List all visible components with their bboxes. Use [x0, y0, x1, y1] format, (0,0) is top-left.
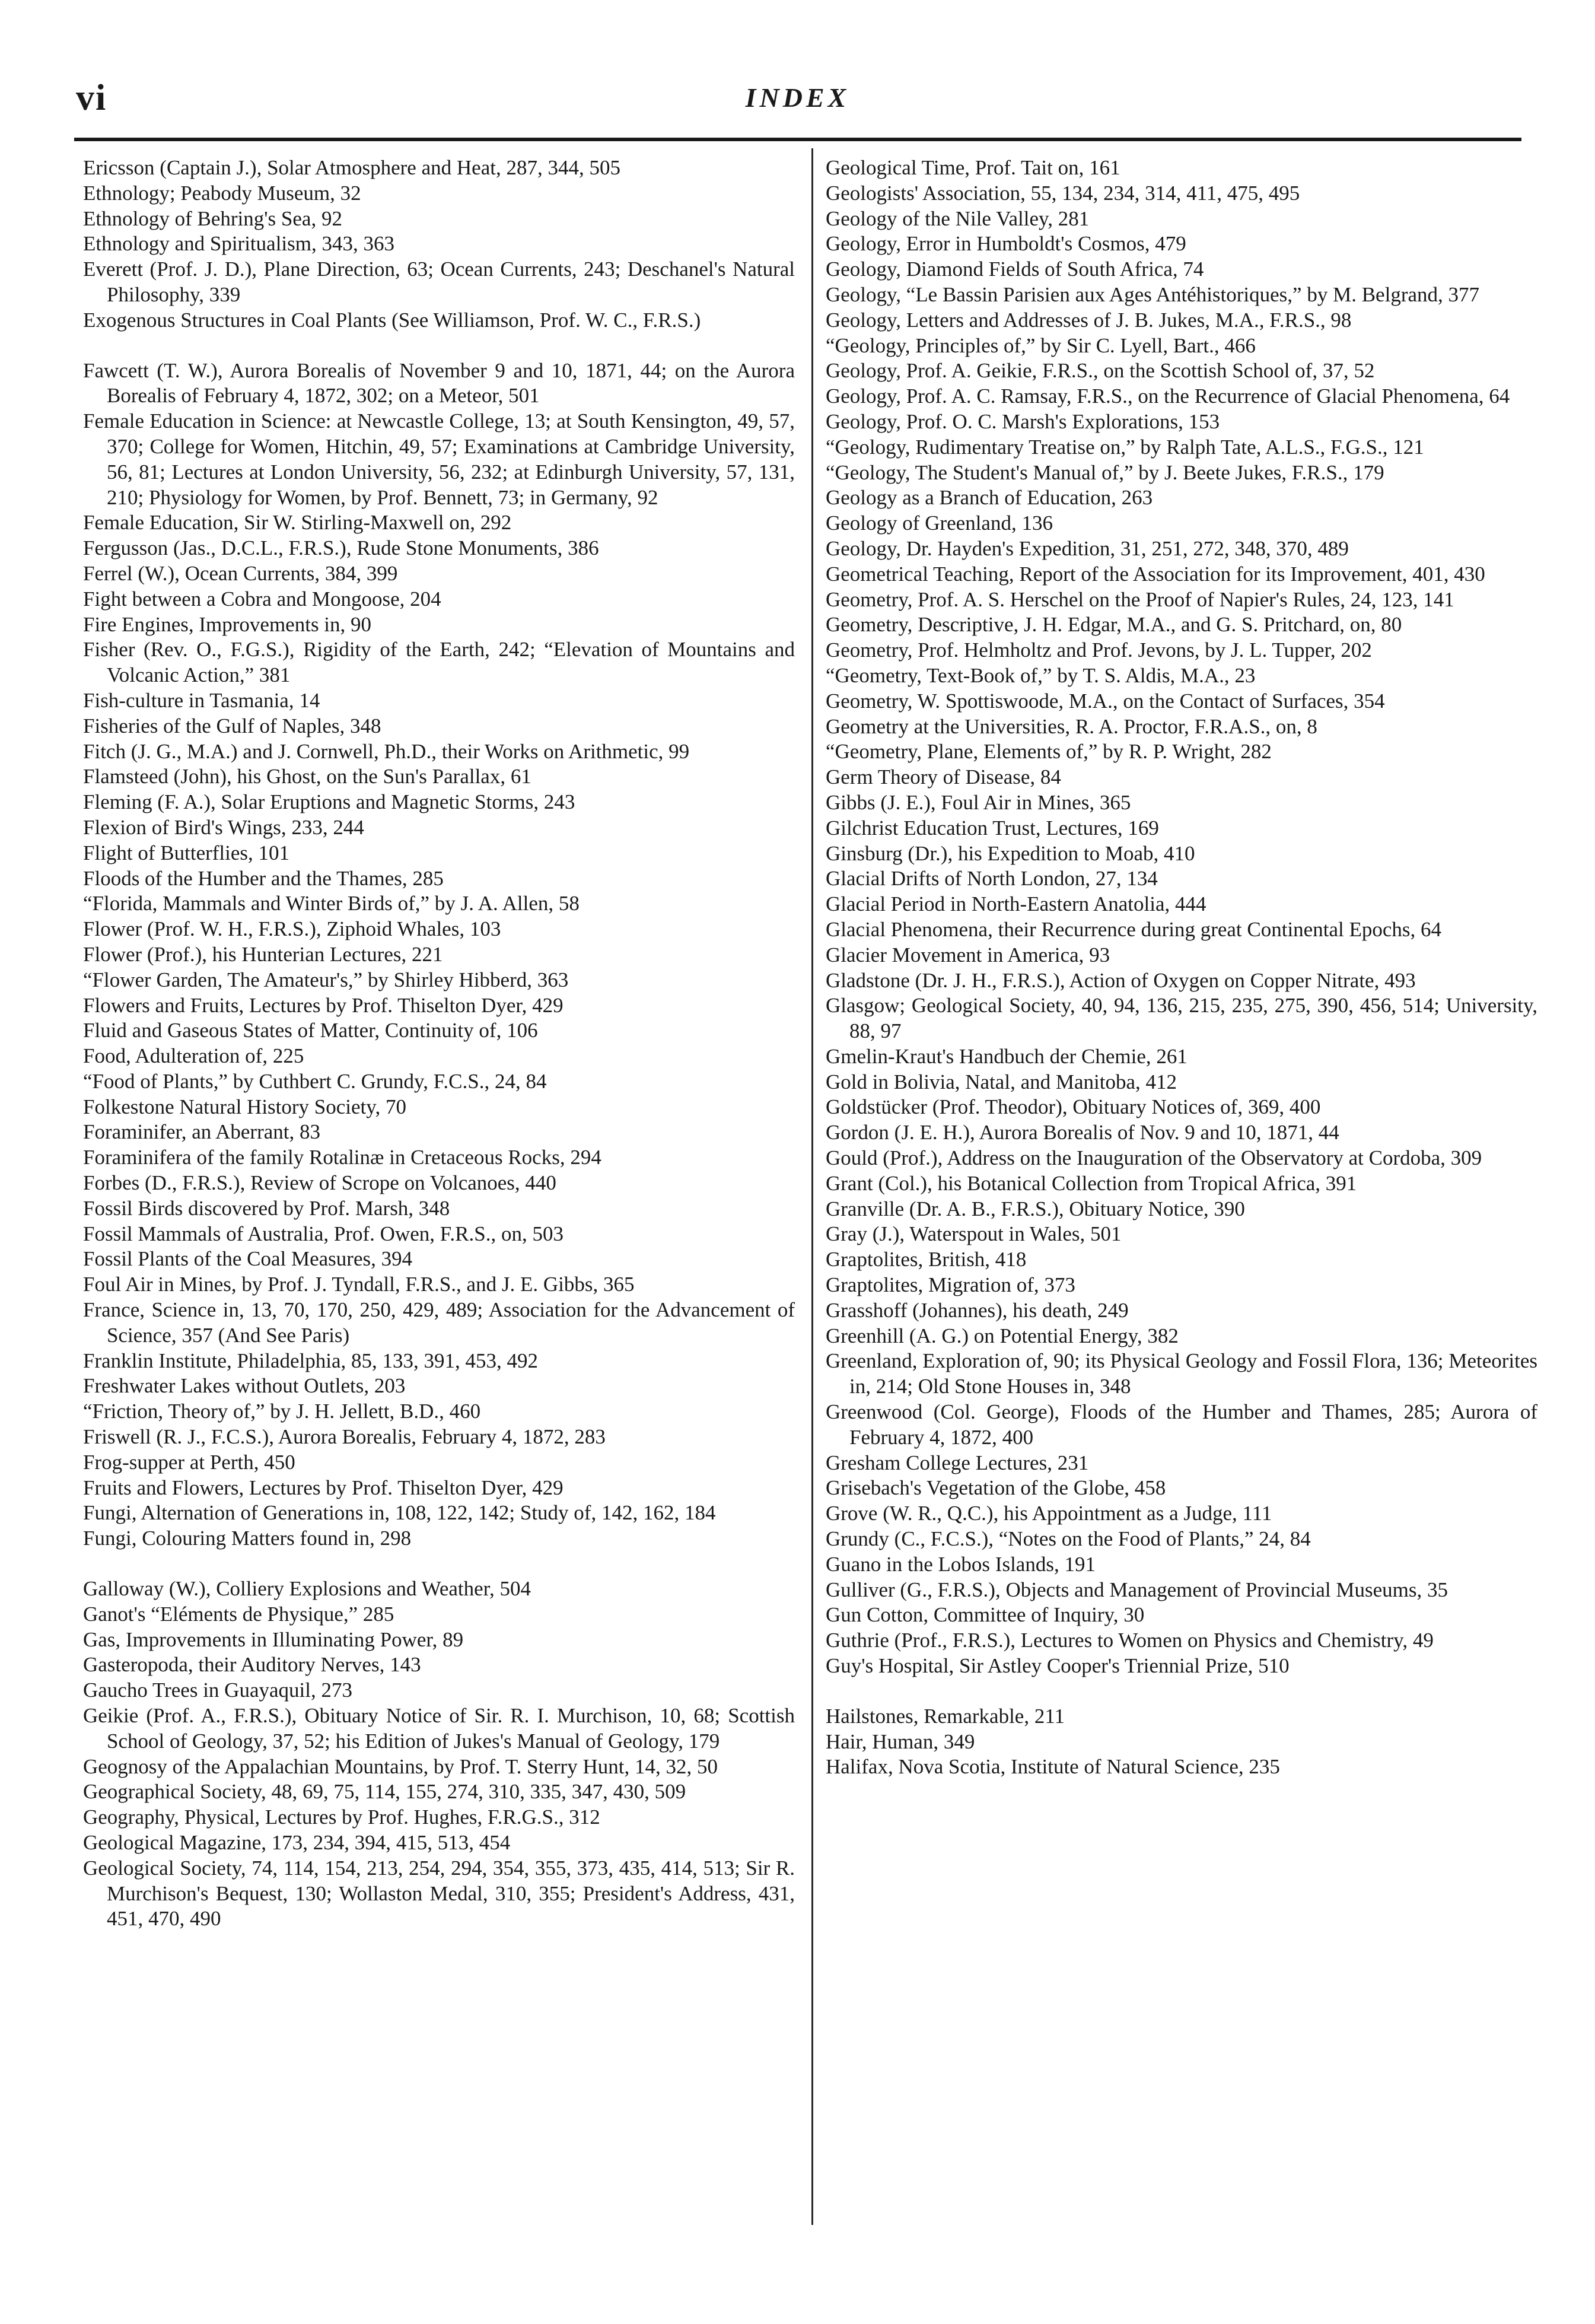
index-entry: Flight of Butterflies, 101	[83, 841, 290, 864]
index-entry: Frog-supper at Perth, 450	[83, 1450, 295, 1474]
index-entry: Geology, Dr. Hayden's Expedition, 31, 251, 272, 348, 370, 489	[826, 536, 1349, 560]
index-entry: Fergusson (Jas., D.C.L., F.R.S.), Rude Stone Monuments, 386	[83, 536, 599, 560]
index-entry: “Geology, Rudimentary Treatise on,” by Ralph Tate, A.L.S., F.G.S., 121	[826, 435, 1424, 459]
index-entry: Geology of Greenland, 136	[826, 511, 1053, 535]
index-entry: Flowers and Fruits, Lectures by Prof. Thiselton Dyer, 429	[83, 993, 563, 1017]
index-entry: Glacial Drifts of North London, 27, 134	[826, 867, 1158, 891]
index-column-left	[83, 155, 795, 1932]
index-entry: Fleming (F. A.), Solar Eruptions and Magnetic Storms, 243	[83, 790, 575, 814]
index-entry: Geometry at the Universities, R. A. Proctor, F.R.A.S., on, 8	[826, 714, 1317, 738]
index-entry: Greenwood (Col. George), Floods of the Humber and Thames, 285; Aurora of February 4, 1872, 400	[826, 1400, 1537, 1449]
index-entry: Everett (Prof. J. D.), Plane Direction, 63; Ocean Currents, 243; Deschanel's Natural Philosophy, 339	[83, 257, 795, 306]
index-entry: Exogenous Structures in Coal Plants (See Williamson, Prof. W. C., F.R.S.)	[83, 308, 701, 332]
index-entry: Grove (W. R., Q.C.), his Appointment as a Judge, 111	[826, 1502, 1272, 1525]
index-entry: Gulliver (G., F.R.S.), Objects and Management of Provincial Museums, 35	[826, 1578, 1448, 1601]
index-entry: Fluid and Gaseous States of Matter, Continuity of, 106	[83, 1019, 538, 1042]
index-entry: “Geometry, Text-Book of,” by T. S. Aldis, M.A., 23	[826, 663, 1256, 687]
index-entry: Geological Society, 74, 114, 154, 213, 254, 294, 354, 355, 373, 435, 414, 513; Sir R. Murchison's Bequest, 130; Wollaston Medal, 310, 355; President's Address, 431, 451, 470, 490	[83, 1856, 795, 1931]
index-entry: Geology, Prof. O. C. Marsh's Explorations, 153	[826, 409, 1220, 433]
index-entry: Fossil Plants of the Coal Measures, 394	[83, 1247, 413, 1271]
index-entry: Glacier Movement in America, 93	[826, 943, 1110, 967]
index-entry: Flower (Prof. W. H., F.R.S.), Ziphoid Whales, 103	[83, 917, 501, 941]
index-entry: Geologists' Association, 55, 134, 234, 314, 411, 475, 495	[826, 181, 1300, 205]
index-entry: Guano in the Lobos Islands, 191	[826, 1552, 1096, 1576]
index-entry: Flamsteed (John), his Ghost, on the Sun's Parallax, 61	[83, 765, 531, 789]
index-entry: Glacial Phenomena, their Recurrence during great Continental Epochs, 64	[826, 917, 1441, 941]
index-entry: Fungi, Colouring Matters found in, 298	[83, 1527, 412, 1550]
index-entry: Gaucho Trees in Guayaquil, 273	[83, 1678, 352, 1702]
index-entry: Gordon (J. E. H.), Aurora Borealis of Nov. 9 and 10, 1871, 44	[826, 1121, 1339, 1144]
header-rule	[74, 138, 1521, 141]
index-entry: Glasgow; Geological Society, 40, 94, 136, 215, 235, 275, 390, 456, 514; University, 88, 97	[826, 994, 1537, 1043]
index-entry: Graptolites, Migration of, 373	[826, 1273, 1075, 1297]
index-entry: Geographical Society, 48, 69, 75, 114, 155, 274, 310, 335, 347, 430, 509	[83, 1780, 686, 1804]
index-entry: Ericsson (Captain J.), Solar Atmosphere and Heat, 287, 344, 505	[83, 156, 620, 179]
index-entry: Fruits and Flowers, Lectures by Prof. Thiselton Dyer, 429	[83, 1476, 563, 1499]
index-entry: Geikie (Prof. A., F.R.S.), Obituary Notice of Sir. R. I. Murchison, 10, 68; Scottish School of Geology, 37, 52; his Edition of Jukes's Manual of Geology, 179	[83, 1704, 795, 1753]
index-entry: Geometrical Teaching, Report of the Association for its Improvement, 401, 430	[826, 562, 1485, 586]
index-entry: Fish-culture in Tasmania, 14	[83, 688, 320, 712]
index-entry: Flower (Prof.), his Hunterian Lectures, 221	[83, 942, 443, 966]
index-entry: Geology, Diamond Fields of South Africa, 74	[826, 257, 1204, 281]
index-entry: Folkestone Natural History Society, 70	[83, 1095, 407, 1118]
index-entry: Ginsburg (Dr.), his Expedition to Moab, 410	[826, 841, 1195, 865]
index-entry: Fire Engines, Improvements in, 90	[83, 612, 372, 636]
index-entry: Gmelin-Kraut's Handbuch der Chemie, 261	[826, 1044, 1188, 1068]
index-entry: Gas, Improvements in Illuminating Power, 89	[83, 1627, 464, 1651]
index-entry: Geometry, W. Spottiswoode, M.A., on the Contact of Surfaces, 354	[826, 689, 1385, 713]
index-entry: Ethnology; Peabody Museum, 32	[83, 181, 361, 205]
index-entry: Ethnology of Behring's Sea, 92	[83, 206, 342, 230]
index-entry: “Flower Garden, The Amateur's,” by Shirley Hibberd, 363	[83, 968, 569, 991]
index-entry: Gasteropoda, their Auditory Nerves, 143	[83, 1653, 421, 1677]
index-entry: Fungi, Alternation of Generations in, 108, 122, 142; Study of, 142, 162, 184	[83, 1501, 716, 1525]
index-entry: Germ Theory of Disease, 84	[826, 765, 1061, 789]
index-entry: Female Education in Science: at Newcastle College, 13; at South Kensington, 49, 57, 370; College for Women, Hitchin, 49, 57; Examinations at Cambridge University, 56, 81; Lectures at London University, 56, 232; at Edinburgh University, 57, 131, 210; Physiology for Women, by Prof. Bennett, 73; in Germany, 92	[83, 409, 795, 509]
index-entry: Geology, “Le Bassin Parisien aux Ages Antéhistoriques,” by M. Belgrand, 377	[826, 282, 1480, 306]
index-entry: Fawcett (T. W.), Aurora Borealis of November 9 and 10, 1871, 44; on the Aurora Borealis of February 4, 1872, 302; on a Meteor, 501	[83, 358, 795, 408]
index-entry: Grundy (C., F.C.S.), “Notes on the Food of Plants,” 24, 84	[826, 1527, 1311, 1551]
index-entry: Greenhill (A. G.) on Potential Energy, 382	[826, 1324, 1179, 1347]
column-divider	[811, 148, 813, 2225]
index-entry: Graptolites, British, 418	[826, 1248, 1027, 1271]
index-entry: Flexion of Bird's Wings, 233, 244	[83, 815, 364, 839]
index-entry: Guthrie (Prof., F.R.S.), Lectures to Women on Physics and Chemistry, 49	[826, 1629, 1434, 1652]
index-entry: Granville (Dr. A. B., F.R.S.), Obituary Notice, 390	[826, 1197, 1245, 1220]
index-entry: Franklin Institute, Philadelphia, 85, 133, 391, 453, 492	[83, 1349, 539, 1372]
index-entry: Gun Cotton, Committee of Inquiry, 30	[826, 1603, 1145, 1627]
index-entry: Fisher (Rev. O., F.G.S.), Rigidity of the Earth, 242; “Elevation of Mountains and Volcanic Action,” 381	[83, 638, 795, 687]
index-entry: Friswell (R. J., F.C.S.), Aurora Borealis, February 4, 1872, 283	[83, 1425, 606, 1449]
index-entry: Glacial Period in North-Eastern Anatolia, 444	[826, 892, 1206, 916]
index-entry: Forbes (D., F.R.S.), Review of Scrope on Volcanoes, 440	[83, 1171, 556, 1195]
index-entry: Floods of the Humber and the Thames, 285	[83, 866, 444, 890]
index-entry: Geological Magazine, 173, 234, 394, 415, 513, 454	[83, 1831, 511, 1854]
index-entry: Fisheries of the Gulf of Naples, 348	[83, 714, 381, 737]
index-entry: Geology, Letters and Addresses of J. B. Jukes, M.A., F.R.S., 98	[826, 308, 1352, 332]
index-entry: Gibbs (J. E.), Foul Air in Mines, 365	[826, 790, 1131, 814]
index-entry: Ferrel (W.), Ocean Currents, 384, 399	[83, 561, 398, 585]
index-entry: Food, Adulteration of, 225	[83, 1044, 304, 1068]
page-title: INDEX	[745, 82, 850, 113]
index-entry: Greenland, Exploration of, 90; its Physical Geology and Fossil Flora, 136; Meteorites in, 214; Old Stone Houses in, 348	[826, 1349, 1537, 1398]
index-entry: Grant (Col.), his Botanical Collection from Tropical Africa, 391	[826, 1171, 1357, 1195]
index-entry: Gould (Prof.), Address on the Inauguration of the Observatory at Cordoba, 309	[826, 1146, 1482, 1170]
index-entry: Fossil Birds discovered by Prof. Marsh, 348	[83, 1196, 450, 1220]
index-entry: Ganot's “Eléments de Physique,” 285	[83, 1602, 394, 1626]
index-entry: Geology as a Branch of Education, 263	[826, 486, 1153, 510]
index-entry: Hailstones, Remarkable, 211	[826, 1704, 1065, 1728]
index-entry: Gresham College Lectures, 231	[826, 1451, 1089, 1474]
index-entry: Geometry, Descriptive, J. H. Edgar, M.A., and G. S. Pritchard, on, 80	[826, 613, 1402, 637]
index-entry: Foul Air in Mines, by Prof. J. Tyndall, F.R.S., and J. E. Gibbs, 365	[83, 1273, 635, 1296]
index-entry: Ethnology and Spiritualism, 343, 363	[83, 232, 394, 256]
index-entry: Foraminifer, an Aberrant, 83	[83, 1120, 321, 1144]
index-entry: France, Science in, 13, 70, 170, 250, 429, 489; Association for the Advancement of Science, 357 (And See Paris)	[83, 1298, 795, 1347]
index-entry: Geology of the Nile Valley, 281	[826, 206, 1090, 230]
index-entry: Hair, Human, 349	[826, 1730, 975, 1753]
index-entry: Geology, Prof. A. Geikie, F.R.S., on the Scottish School of, 37, 52	[826, 359, 1375, 383]
index-entry: Fitch (J. G., M.A.) and J. Cornwell, Ph.D., their Works on Arithmetic, 99	[83, 739, 690, 763]
index-entry: Female Education, Sir W. Stirling-Maxwell on, 292	[83, 511, 512, 535]
index-entry: Geometry, Prof. Helmholtz and Prof. Jevons, by J. L. Tupper, 202	[826, 638, 1372, 662]
index-entry: Gilchrist Education Trust, Lectures, 169	[826, 816, 1159, 840]
index-entry: Geological Time, Prof. Tait on, 161	[826, 156, 1120, 179]
index-entry: Galloway (W.), Colliery Explosions and Weather, 504	[83, 1577, 531, 1601]
index-entry: Fossil Mammals of Australia, Prof. Owen, F.R.S., on, 503	[83, 1222, 563, 1245]
index-entry: “Friction, Theory of,” by J. H. Jellett, B.D., 460	[83, 1400, 481, 1423]
index-entry: Foraminifera of the family Rotalinæ in Cretaceous Rocks, 294	[83, 1146, 601, 1169]
index-entry: Grisebach's Vegetation of the Globe, 458	[826, 1476, 1166, 1500]
index-entry: Geology, Prof. A. C. Ramsay, F.R.S., on the Recurrence of Glacial Phenomena, 64	[826, 384, 1510, 408]
index-entry: Halifax, Nova Scotia, Institute of Natural Science, 235	[826, 1755, 1280, 1779]
index-entry: Geography, Physical, Lectures by Prof. Hughes, F.R.G.S., 312	[83, 1805, 600, 1829]
index-entry: Grasshoff (Johannes), his death, 249	[826, 1298, 1129, 1322]
index-entry: Gladstone (Dr. J. H., F.R.S.), Action of Oxygen on Copper Nitrate, 493	[826, 968, 1416, 992]
index-entry: Gray (J.), Waterspout in Wales, 501	[826, 1222, 1122, 1246]
index-entry: Geology, Error in Humboldt's Cosmos, 479	[826, 232, 1186, 256]
index-column-right	[826, 155, 1537, 1780]
page-number: vi	[76, 78, 107, 118]
index-entry: Fight between a Cobra and Mongoose, 204	[83, 587, 441, 611]
index-entry: Freshwater Lakes without Outlets, 203	[83, 1374, 406, 1398]
index-entry: Guy's Hospital, Sir Astley Cooper's Triennial Prize, 510	[826, 1654, 1290, 1678]
index-entry: Gold in Bolivia, Natal, and Manitoba, 412	[826, 1070, 1177, 1093]
index-entry: “Florida, Mammals and Winter Birds of,” by J. A. Allen, 58	[83, 892, 580, 915]
index-entry: “Geology, Principles of,” by Sir C. Lyell, Bart., 466	[826, 333, 1256, 357]
index-entry: “Geology, The Student's Manual of,” by J. Beete Jukes, F.R.S., 179	[826, 460, 1384, 484]
index-entry: Geognosy of the Appalachian Mountains, by Prof. T. Sterry Hunt, 14, 32, 50	[83, 1754, 718, 1778]
index-entry: “Geometry, Plane, Elements of,” by R. P. Wright, 282	[826, 740, 1272, 764]
index-entry: “Food of Plants,” by Cuthbert C. Grundy, F.C.S., 24, 84	[83, 1069, 547, 1093]
index-entry: Geometry, Prof. A. S. Herschel on the Proof of Napier's Rules, 24, 123, 141	[826, 587, 1454, 611]
index-entry: Goldstücker (Prof. Theodor), Obituary Notices of, 369, 400	[826, 1095, 1321, 1119]
